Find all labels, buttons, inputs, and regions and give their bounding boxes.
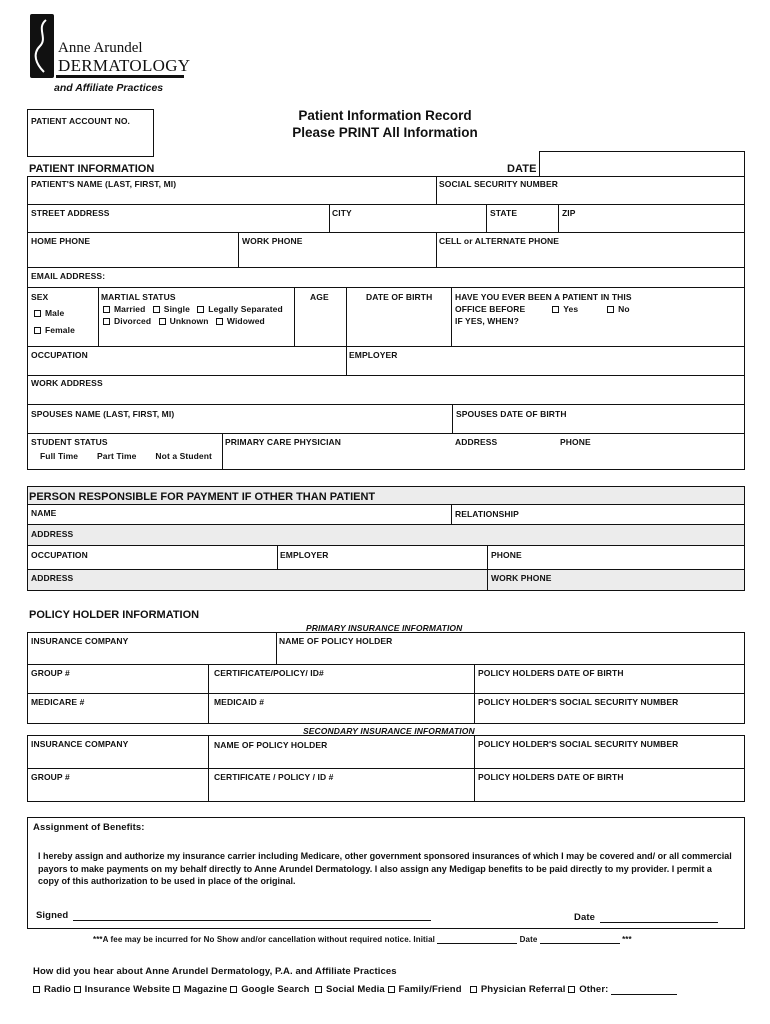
primary-holder-dob-label: POLICY HOLDERS DATE OF BIRTH xyxy=(478,668,624,678)
medicaid-label: MEDICAID # xyxy=(214,697,265,707)
male-checkbox[interactable] xyxy=(34,310,41,317)
marital-row-2: Divorced Unknown Widowed xyxy=(103,316,265,326)
referral-other[interactable]: Other: xyxy=(568,984,608,995)
magazine-checkbox[interactable] xyxy=(173,986,180,993)
assignment-date-line[interactable] xyxy=(600,922,718,923)
medicare-label: MEDICARE # xyxy=(31,697,85,707)
family-checkbox[interactable] xyxy=(388,986,395,993)
student-status-label: STUDENT STATUS xyxy=(31,437,108,447)
dob-label: DATE OF BIRTH xyxy=(366,292,433,302)
widowed-checkbox[interactable] xyxy=(216,318,223,325)
spouse-dob-label: SPOUSES DATE OF BIRTH xyxy=(456,409,567,419)
zip-label: ZIP xyxy=(562,208,576,218)
title-2: Please PRINT All Information xyxy=(292,125,478,140)
other-line[interactable] xyxy=(611,994,677,995)
initial-line[interactable] xyxy=(437,943,517,944)
unknown-checkbox[interactable] xyxy=(159,318,166,325)
secondary-insurance-company-label: INSURANCE COMPANY xyxy=(31,739,129,749)
secondary-insurance-heading: SECONDARY INSURANCE INFORMATION xyxy=(303,726,475,736)
resp-work-phone-label: WORK PHONE xyxy=(491,573,552,583)
resp-name-label: NAME xyxy=(31,508,57,518)
assignment-body: I hereby assign and authorize my insurance carrier including Medicare, other government sponsored insurances of which I may be covered and/ or all commercial payors to make payments on my behalf directly to Anne Arundel Dermatology. I also assign any Medigap benefits to be paid directly to my provider. I permit a copy of this authorization to be used in place of the original. xyxy=(38,851,732,886)
noshow-date-line[interactable] xyxy=(540,943,620,944)
secondary-holder-dob-label: POLICY HOLDERS DATE OF BIRTH xyxy=(478,772,624,782)
insurance-website-checkbox[interactable] xyxy=(74,986,81,993)
secondary-group-label: GROUP # xyxy=(31,772,70,782)
work-phone-label: WORK PHONE xyxy=(242,236,303,246)
work-address-label: WORK ADDRESS xyxy=(31,378,103,388)
noshow-row: ***A fee may be incurred for No Show and/or cancellation without required notice. Initial Date *** xyxy=(93,935,632,944)
primary-holder-name-label: NAME OF POLICY HOLDER xyxy=(279,636,393,646)
responsible-section-title: PERSON RESPONSIBLE FOR PAYMENT IF OTHER THAN PATIENT xyxy=(29,491,376,503)
resp-address-label: ADDRESS xyxy=(31,529,74,539)
signature-line[interactable] xyxy=(73,920,431,921)
referral-radio[interactable]: Radio xyxy=(33,984,71,995)
logo-underline xyxy=(56,75,184,78)
age-label: AGE xyxy=(310,292,329,302)
secondary-holder-ssn-label: POLICY HOLDER'S SOCIAL SECURITY NUMBER xyxy=(478,739,679,749)
referral-question: How did you hear about Anne Arundel Dermatology, P.A. and Affiliate Practices xyxy=(33,966,397,977)
pcp-phone-label: PHONE xyxy=(560,437,591,447)
referral-family[interactable]: Family/Friend xyxy=(388,984,462,995)
sex-label: SEX xyxy=(31,292,49,302)
pcp-label: PRIMARY CARE PHYSICIAN xyxy=(225,437,342,447)
assignment-title: Assignment of Benefits: xyxy=(33,822,145,833)
title-1: Patient Information Record xyxy=(298,108,472,123)
logo-line1: Anne Arundel xyxy=(58,40,143,56)
assignment-date-row: Date xyxy=(574,912,718,923)
street-label: STREET ADDRESS xyxy=(31,208,110,218)
primary-holder-ssn-label: POLICY HOLDER'S SOCIAL SECURITY NUMBER xyxy=(478,697,679,707)
resp-relationship-label: RELATIONSHIP xyxy=(455,509,519,519)
state-label: STATE xyxy=(490,208,518,218)
prev-patient-row: OFFICE BEFORE Yes No xyxy=(455,304,630,314)
single-checkbox[interactable] xyxy=(153,306,160,313)
primary-insurance-heading: PRIMARY INSURANCE INFORMATION xyxy=(306,623,463,633)
employer-label: EMPLOYER xyxy=(349,350,398,360)
date-label: DATE xyxy=(507,163,537,175)
google-checkbox[interactable] xyxy=(230,986,237,993)
sex-male-option[interactable]: Male xyxy=(34,308,64,318)
referral-google[interactable]: Google Search xyxy=(230,984,309,995)
pcp-address-label: ADDRESS xyxy=(455,437,498,447)
email-label: EMAIL ADDRESS: xyxy=(31,271,106,281)
resp-address2-label: ADDRESS xyxy=(31,573,74,583)
referral-options xyxy=(33,984,677,995)
yes-checkbox[interactable] xyxy=(552,306,559,313)
full-time-option[interactable]: Full Time xyxy=(40,451,79,461)
patient-section-title: PATIENT INFORMATION xyxy=(29,163,155,175)
primary-insurance-company-label: INSURANCE COMPANY xyxy=(31,636,129,646)
marital-row-1: Married Single Legally Separated xyxy=(103,304,283,314)
affiliate-text: and Affiliate Practices xyxy=(54,82,164,94)
referral-social[interactable]: Social Media xyxy=(315,984,385,995)
account-label: PATIENT ACCOUNT NO. xyxy=(31,116,131,126)
marital-label: MARTIAL STATUS xyxy=(101,292,176,302)
student-options xyxy=(40,451,212,461)
cell-phone-label: CELL or ALTERNATE PHONE xyxy=(439,236,560,246)
ssn-label: SOCIAL SECURITY NUMBER xyxy=(439,179,559,189)
spouse-name-label: SPOUSES NAME (LAST, FIRST, MI) xyxy=(31,409,175,419)
date-field[interactable] xyxy=(539,151,745,177)
city-label: CITY xyxy=(332,208,352,218)
logo-mark xyxy=(30,14,54,78)
primary-group-label: GROUP # xyxy=(31,668,70,678)
physician-checkbox[interactable] xyxy=(470,986,477,993)
resp-employer-label: EMPLOYER xyxy=(280,550,329,560)
sex-female-option[interactable]: Female xyxy=(34,325,75,335)
policy-section-title: POLICY HOLDER INFORMATION xyxy=(29,609,200,621)
prev-patient-label-1: HAVE YOU EVER BEEN A PATIENT IN THIS xyxy=(455,292,632,302)
home-phone-label: HOME PHONE xyxy=(31,236,91,246)
secondary-holder-name-label: NAME OF POLICY HOLDER xyxy=(214,740,328,750)
signed-row: Signed xyxy=(36,910,431,921)
logo xyxy=(30,14,191,82)
referral-physician[interactable]: Physician Referral xyxy=(470,984,566,995)
divorced-checkbox[interactable] xyxy=(103,318,110,325)
social-checkbox[interactable] xyxy=(315,986,322,993)
resp-occupation-label: OCCUPATION xyxy=(31,550,88,560)
radio-checkbox[interactable] xyxy=(33,986,40,993)
married-checkbox[interactable] xyxy=(103,306,110,313)
if-yes-label: IF YES, WHEN? xyxy=(455,316,519,326)
logo-line2: DERMATOLOGY xyxy=(58,56,191,75)
legally-separated-checkbox[interactable] xyxy=(197,306,204,313)
patient-name-label: PATIENT'S NAME (LAST, FIRST, MI) xyxy=(31,179,177,189)
referral-magazine[interactable]: Magazine xyxy=(173,984,228,995)
other-checkbox[interactable] xyxy=(568,986,575,993)
female-checkbox[interactable] xyxy=(34,327,41,334)
resp-phone-label: PHONE xyxy=(491,550,522,560)
occupation-label: OCCUPATION xyxy=(31,350,88,360)
secondary-certificate-label: CERTIFICATE / POLICY / ID # xyxy=(214,772,334,782)
not-student-option[interactable]: Not a Student xyxy=(155,451,212,461)
referral-insurance-website[interactable]: Insurance Website xyxy=(74,984,170,995)
part-time-option[interactable]: Part Time xyxy=(97,451,137,461)
no-checkbox[interactable] xyxy=(607,306,614,313)
primary-certificate-label: CERTIFICATE/POLICY/ ID# xyxy=(214,668,324,678)
